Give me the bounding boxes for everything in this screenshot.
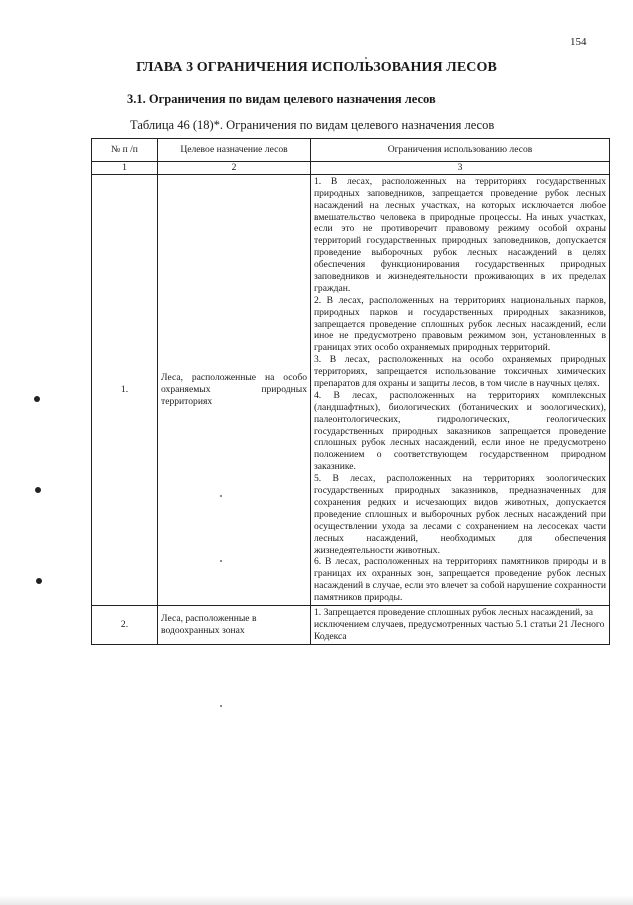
column-number: 3 [311, 162, 610, 175]
scan-edge-shadow [0, 895, 633, 905]
chapter-title: ГЛАВА 3 ОГРАНИЧЕНИЯ ИСПОЛЬЗОВАНИЯ ЛЕСОВ [136, 60, 497, 75]
restriction-item: 1. Запрещается проведение сплошных рубок лесных насаждений, за исключением случаев, предусмотренных частью 5.1 статьи 21 Лесного Кодекса [314, 606, 605, 642]
binder-hole-mark [35, 487, 41, 493]
column-number: 1 [92, 162, 158, 175]
section-title: 3.1. Ограничения по видам целевого назначения лесов [127, 92, 436, 106]
restrictions-table [91, 138, 610, 645]
scan-speck [220, 560, 222, 562]
row-purpose: Леса, расположенные в водоохранных зонах [158, 605, 311, 644]
row-restrictions [311, 174, 610, 605]
column-number: 2 [158, 162, 311, 175]
scan-speck [220, 495, 222, 497]
page-number: 154 [570, 36, 587, 48]
table-header-row [92, 139, 610, 162]
restriction-item: 6. В лесах, расположенных на территориях памятников природы и в границах их охранных зон, запрещается проведение рубок лесных насаждений в случае, если это влечет за собой нарушение сохранности памятников природы. [314, 556, 606, 604]
table-caption: Таблица 46 (18)*. Ограничения по видам целевого назначения лесов [130, 118, 495, 132]
restriction-item: 4. В лесах, расположенных на территориях комплексных (ландшафтных), биологических (ботанических и зоологических), палеонтологических, гидрологических, геологических государственных природных заказников запрещается проведение сплошных рубок лесных насаждений, если иное не предусмотрено положением о соответствующем государственном природном заказнике. [314, 389, 606, 473]
header-purpose: Целевое назначение лесов [158, 139, 311, 162]
column-number-row [92, 162, 610, 175]
table-row [92, 605, 610, 644]
header-restrictions: Ограничения использованию лесов [311, 139, 610, 162]
row-number: 2. [92, 605, 158, 644]
row-purpose: Леса, расположенные на особо охраняемых природных территориях [158, 174, 311, 605]
row-restrictions [311, 605, 610, 644]
restriction-item: 3. В лесах, расположенных на особо охраняемых природных территориях, запрещается использование токсичных химических препаратов для охраны и защиты лесов, в том числе в научных целях. [314, 354, 606, 390]
header-number: № п /п [92, 139, 158, 162]
table-row [92, 174, 610, 605]
scan-speck [365, 57, 367, 59]
restriction-item: 5. В лесах, расположенных на территориях зоологических государственных природных заказников, предназначенных для сохранения редких и исчезающих видов животных, допускается проведение сплошных и выборочных рубок лесных насаждений при осуществлении ухода за лесами с сохранением на лесосеках части лесных насаждений, необходимых для обеспечения жизнедеятельности животных. [314, 473, 606, 556]
scan-speck [220, 705, 222, 707]
row-number: 1. [92, 174, 158, 605]
binder-hole-mark [36, 578, 42, 584]
restriction-item: 1. В лесах, расположенных на территориях государственных природных заповедников, запрещается проведение рубок лесных насаждений на лесных участках, на которых исключается любое вмешательство человека в природные процессы. На иных участках, если это не противоречит правовому режиму особой охраны территорий государственных природных заповедников, допускается проведение выборочных рубок лесных насаждений в целях обеспечения функционирования государственных природных заповедников и жизнедеятельности проживающих в их пределах граждан. [314, 175, 606, 294]
binder-hole-mark [34, 396, 40, 402]
restriction-item: 2. В лесах, расположенных на территориях национальных парков, природных парков и государственных природных заказников, запрещается проведение сплошных рубок лесных насаждений, если иное не предусмотрено правовым режимом зон, установленных в границах этих особо охраняемых природных территорий. [314, 294, 606, 354]
